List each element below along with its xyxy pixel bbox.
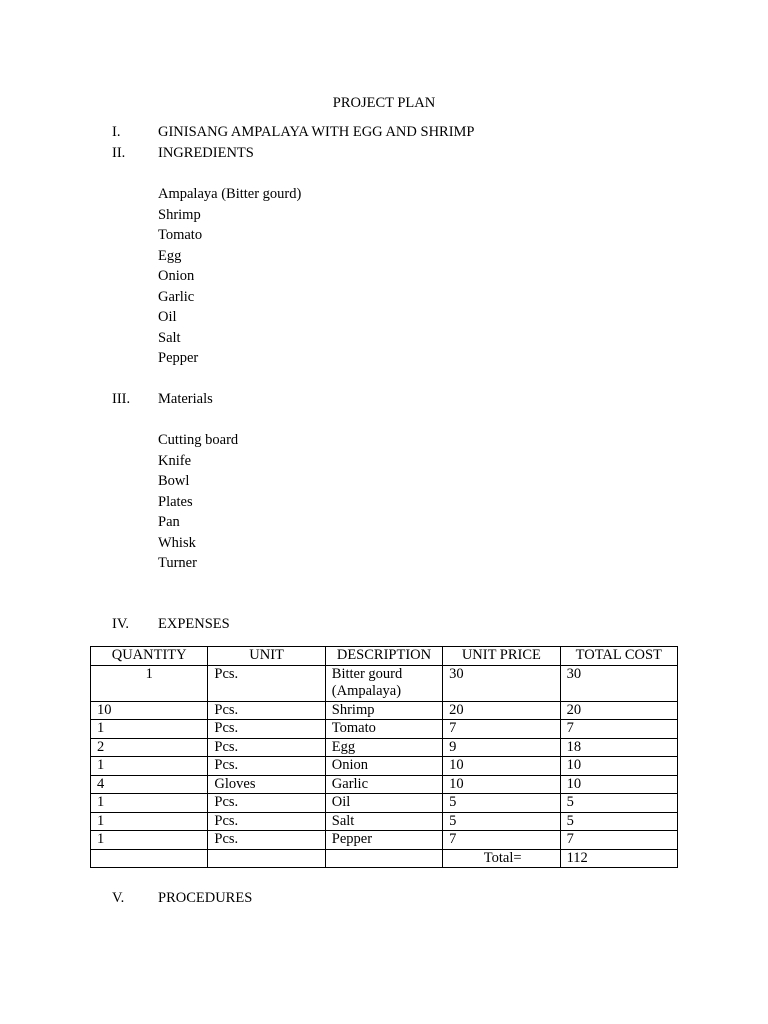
cell-total-cost: 5: [560, 794, 677, 813]
description-line: Bitter gourd: [331, 665, 403, 682]
list-item: Tomato: [158, 227, 203, 243]
cell-unit-price: 9: [443, 738, 560, 757]
table-row: [91, 738, 678, 757]
page-title: PROJECT PLAN: [332, 95, 436, 111]
cell-quantity: 1: [91, 831, 208, 850]
table-row: [91, 720, 678, 739]
cell-description: [325, 665, 442, 701]
cell-quantity: 4: [91, 775, 208, 794]
cell-unit: Pcs.: [208, 665, 325, 701]
cell-total-cost: 18: [560, 738, 677, 757]
cell-description: Egg: [325, 738, 442, 757]
cell-unit-price: 7: [443, 720, 560, 739]
cell-unit: Pcs.: [208, 812, 325, 831]
table-row: [91, 775, 678, 794]
cell-quantity: 1: [91, 665, 208, 701]
cell-empty: [91, 849, 208, 868]
section-number: I.: [112, 124, 121, 140]
section-number: IV.: [112, 616, 130, 632]
cell-unit: Pcs.: [208, 720, 325, 739]
list-item: Knife: [158, 452, 192, 469]
cell-description: Shrimp: [325, 701, 442, 720]
cell-total-cost: 10: [560, 775, 677, 794]
list-item: Turner: [158, 555, 197, 571]
table-row: [91, 794, 678, 813]
header-unit: UNIT: [208, 647, 325, 666]
list-item: Oil: [158, 309, 177, 325]
cell-quantity: 10: [91, 701, 208, 720]
cell-unit: Gloves: [208, 775, 325, 794]
cell-description: Garlic: [325, 775, 442, 794]
cell-total-cost: 30: [560, 665, 677, 701]
cell-unit: Pcs.: [208, 757, 325, 776]
cell-total-cost: 20: [560, 701, 677, 720]
cell-unit-price: 10: [443, 775, 560, 794]
table-row: [91, 701, 678, 720]
section-label: INGREDIENTS: [158, 145, 254, 161]
cell-description: Onion: [325, 757, 442, 776]
section-heading-5: [112, 888, 252, 908]
list-item: Plates: [158, 493, 193, 510]
header-description: DESCRIPTION: [325, 647, 442, 666]
cell-unit: Pcs.: [208, 738, 325, 757]
cell-total-cost: 7: [560, 720, 677, 739]
cell-unit: Pcs.: [208, 701, 325, 720]
cell-description: Tomato: [325, 720, 442, 739]
cell-quantity: 2: [91, 738, 208, 757]
cell-quantity: 1: [91, 757, 208, 776]
cell-empty: [325, 849, 442, 868]
expenses-table: [90, 646, 678, 868]
cell-unit-price: 7: [443, 831, 560, 850]
cell-total-cost: 10: [560, 757, 677, 776]
description-line: (Ampalaya): [331, 683, 402, 699]
list-item: Egg: [158, 247, 182, 264]
section-label: PROCEDURES: [158, 890, 253, 906]
table-row: [91, 812, 678, 831]
section-heading-2: [112, 143, 254, 163]
cell-description: Oil: [325, 794, 442, 813]
list-item: Garlic: [158, 288, 195, 305]
section-label: GINISANG AMPALAYA WITH EGG AND SHRIMP: [158, 124, 475, 140]
cell-total-cost: 5: [560, 812, 677, 831]
list-item: Shrimp: [158, 206, 201, 223]
cell-unit: Pcs.: [208, 794, 325, 813]
cell-description: Salt: [325, 812, 442, 831]
ingredients-list: [158, 184, 301, 369]
section-heading-1: [112, 122, 475, 142]
section-number: III.: [112, 391, 131, 407]
total-label: Total=: [443, 849, 560, 868]
cell-unit-price: 30: [443, 665, 560, 701]
header-total-cost: TOTAL COST: [560, 647, 677, 666]
list-item: Ampalaya (Bitter gourd): [158, 186, 302, 202]
total-value: 112: [560, 849, 677, 868]
cell-empty: [208, 849, 325, 868]
cell-quantity: 1: [91, 794, 208, 813]
table-row: [91, 757, 678, 776]
list-item: Pan: [158, 514, 180, 530]
cell-description: Pepper: [325, 831, 442, 850]
list-item: Whisk: [158, 534, 196, 551]
cell-quantity: 1: [91, 720, 208, 739]
table-row: [91, 831, 678, 850]
cell-unit-price: 10: [443, 757, 560, 776]
section-heading-4: [112, 614, 230, 634]
cell-unit-price: 5: [443, 812, 560, 831]
list-item: Bowl: [158, 473, 190, 489]
cell-total-cost: 7: [560, 831, 677, 850]
cell-unit: Pcs.: [208, 831, 325, 850]
cell-quantity: 1: [91, 812, 208, 831]
cell-unit-price: 20: [443, 701, 560, 720]
list-item: Pepper: [158, 350, 199, 366]
list-item: Salt: [158, 329, 181, 346]
section-number: II.: [112, 145, 126, 161]
section-label: Materials: [158, 391, 213, 407]
header-quantity: QUANTITY: [91, 647, 208, 666]
table-row: [91, 665, 678, 701]
cell-unit-price: 5: [443, 794, 560, 813]
table-header-row: [91, 647, 678, 666]
list-item: Cutting board: [158, 432, 239, 448]
section-label: EXPENSES: [158, 616, 230, 632]
header-unit-price: UNIT PRICE: [443, 647, 560, 666]
materials-list: [158, 430, 238, 574]
section-heading-3: [112, 389, 213, 409]
table-total-row: [91, 849, 678, 868]
section-number: V.: [112, 890, 125, 906]
list-item: Onion: [158, 268, 195, 284]
